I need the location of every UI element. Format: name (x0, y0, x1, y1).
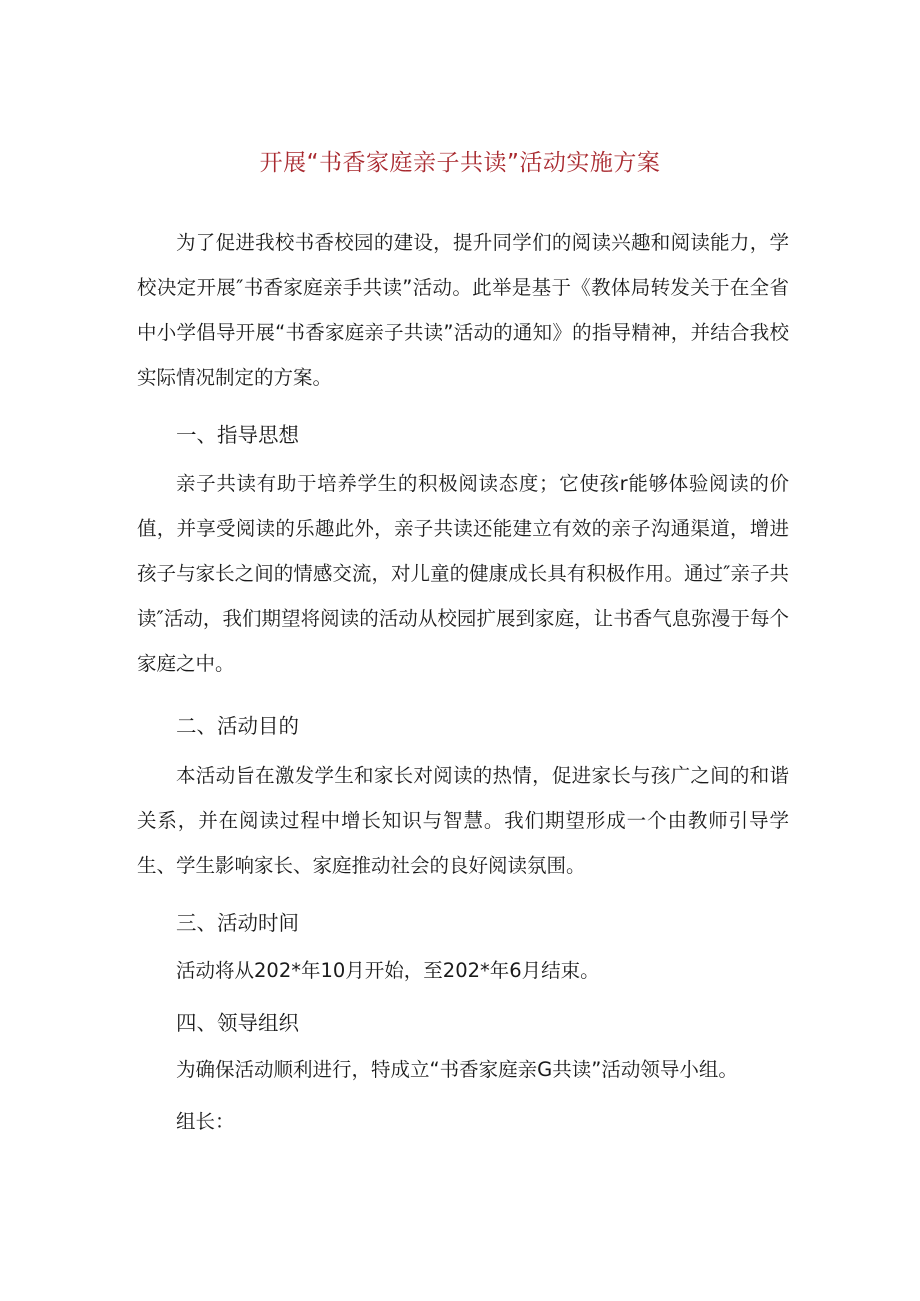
section-heading-time: 三、活动时间 (176, 911, 299, 935)
intro-paragraph-block (137, 220, 789, 400)
section-body-time: 活动将从202*年10月开始，至202*年6月结束。 (176, 959, 600, 982)
group-leader-label: 组长： (176, 1110, 235, 1133)
section-body-purpose-block (137, 753, 789, 888)
section-body-guiding-ideology-block (137, 461, 789, 686)
section-body-purpose: 本活动旨在激发学生和家长对阅读的热情，促进家长与孩广之间的和谐关系，并在阅读过程中增长知识与智慧。我们期望形成一个由教师引导学生、学生影响家长、家庭推动社会的良好阅读氛围。 (137, 764, 789, 877)
document-title: 开展“书香家庭亲子共读”活动实施方案 (259, 150, 661, 176)
section-heading-organization: 四、领导组织 (176, 1011, 299, 1035)
section-heading-purpose: 二、活动目的 (176, 714, 299, 738)
section-heading-guiding-ideology: 一、指导思想 (176, 423, 299, 447)
section-body-guiding-ideology: 亲子共读有助于培养学生的积极阅读态度；它使孩r能够体验阅读的价值，并享受阅读的乐趣此外，亲子共读还能建立有效的亲子沟通渠道，增进孩子与家长之间的情感交流，对儿童的健康成长具有积极作用。通过″亲子共读″活动，我们期望将阅读的活动从校园扩展到家庭，让书香气息弥漫于每个家庭之中。 (137, 472, 789, 675)
section-body-organization: 为确保活动顺利进行，特成立“书香家庭亲G共读”活动领导小组。 (176, 1058, 738, 1081)
intro-paragraph: 为了促进我校书香校园的建设，提升同学们的阅读兴趣和阅读能力，学校决定开展″书香家庭亲手共读”活动。此举是基于《教体局转发关于在全省中小学倡导开展“书香家庭亲子共读”活动的通知》的指导精神，并结合我校实际情况制定的方案。 (137, 231, 789, 389)
